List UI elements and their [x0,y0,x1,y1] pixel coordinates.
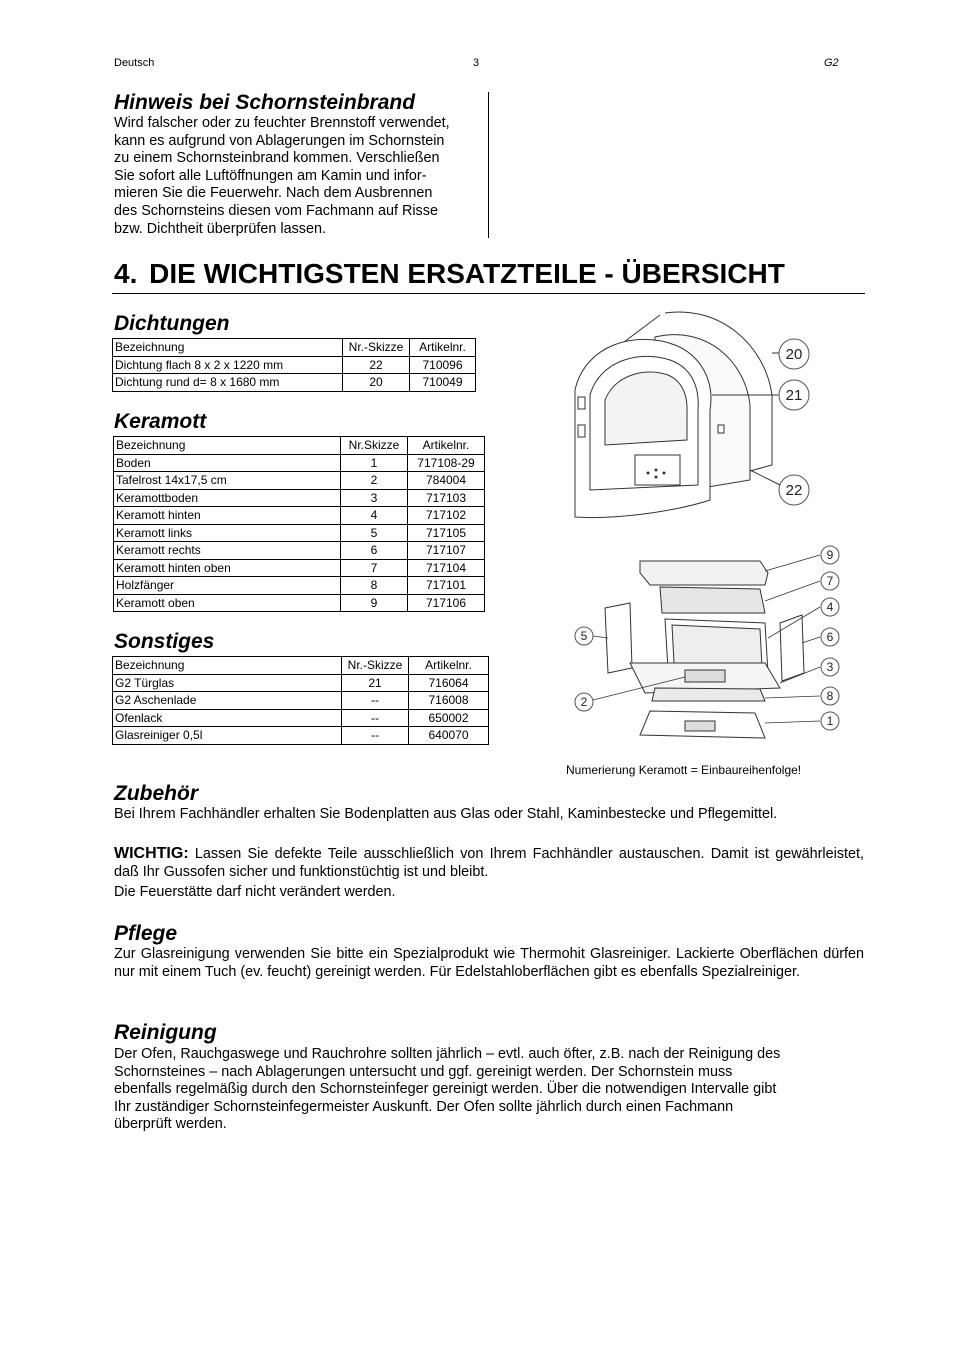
hinweis-line: mieren Sie die Feuerwehr. Nach dem Ausbrennen [114,185,433,202]
hinweis-divider [488,92,489,238]
table-cell: 2 [341,472,408,490]
leader-line [750,470,780,485]
table-cell: Glasreiniger 0,5l [113,727,342,745]
sonstiges-title: Sonstiges [114,630,215,653]
table-cell: 5 [341,524,408,542]
table-cell: 717102 [408,507,485,525]
hinweis-line: Sie sofort alle Luftöffnungen am Kamin und infor- [114,167,427,184]
callout-7: 7 [826,574,834,588]
leader-line [765,696,820,698]
dichtungen-table [112,338,476,392]
table-cell: Boden [114,454,341,472]
reinigung-line: Ihr zuständiger Schornsteinfegermeister Auskunft. Der Ofen sollte jährlich durch einen Fachmann [114,1098,734,1115]
table-row [113,727,489,745]
table-cell: 717105 [408,524,485,542]
table-row [114,454,485,472]
table-cell: 640070 [409,727,489,745]
table-header-cell: Artikelnr. [408,437,485,455]
table-cell: -- [342,727,409,745]
table-cell: Dichtung rund d= 8 x 1680 mm [113,374,343,392]
air-hole [663,472,666,475]
header-language: Deutsch [114,57,155,69]
zubehoer-text: Bei Ihrem Fachhändler erhalten Sie Bodenplatten aus Glas oder Stahl, Kaminbestecke und Pflegemittel. [114,806,778,822]
air-hole [655,469,658,472]
table-cell: 8 [341,577,408,595]
pflege-text: Zur Glasreinigung verwenden Sie bitte ein Spezialprodukt wie Thermohit Glasreiniger. Lackierte Oberflächen dürfen nur mit einem Tuch (ev. feucht) gereinigt werden. Für Edelstahloberflächen gibt es ebenfalls Spezialreiniger. [114,946,864,980]
hinweis-line: kann es aufgrund von Ablagerungen im Schornstein [114,132,445,149]
part-keramott-hinten-inner [672,625,762,667]
table-header-row [114,437,485,455]
table-cell: Keramottboden [114,489,341,507]
leader-line [802,637,820,643]
table-header-cell: Nr.-Skizze [343,339,410,357]
header-model: G2 [824,57,839,69]
table-cell: 1 [341,454,408,472]
table-cell: -- [342,709,409,727]
part-tafelrost [685,670,725,682]
wichtig-text: Lassen Sie defekte Teile ausschließlich von Ihrem Fachhändler austauschen. Damit ist gewährleistet, daß Ihr Gussofen sicher und funktionstüchtig ist und bleibt. [114,846,865,880]
hinweis-title: Hinweis bei Schornsteinbrand [114,91,416,114]
part-keramott-rechts [780,615,804,681]
table-header-cell: Nr.-Skizze [342,657,409,675]
part-keramott-oben [640,561,768,585]
table-cell: 717108-29 [408,454,485,472]
table-row [114,542,485,560]
part-keramott-links [605,603,632,673]
wichtig-note: Die Feuerstätte darf nicht verändert werden. [114,884,396,900]
table-header-cell: Bezeichnung [114,437,341,455]
table-cell: Keramott rechts [114,542,341,560]
callout-5: 5 [580,629,588,643]
table-header-cell: Artikelnr. [410,339,476,357]
leader-line [765,721,820,723]
hinweis-section [114,91,484,238]
callout-8: 8 [826,689,834,703]
table-cell: 784004 [408,472,485,490]
table-row [113,674,489,692]
table-cell: 3 [341,489,408,507]
dichtungen-title: Dichtungen [114,312,230,335]
keramott-table [113,436,485,612]
table-cell: 716008 [409,692,489,710]
hinweis-line: Wird falscher oder zu feuchter Brennstoff verwendet, [114,115,450,131]
table-row [113,356,476,374]
table-header-row [113,339,476,357]
callout-4: 4 [826,600,834,614]
table-cell: G2 Aschenlade [113,692,342,710]
callout-6: 6 [826,630,834,644]
part-holzfaenger [652,688,765,701]
reinigung-line: überprüft werden. [114,1116,227,1133]
table-cell: 650002 [409,709,489,727]
sonstiges-table [112,656,489,745]
hinweis-line: des Schornsteins diesen vom Fachmann auf Risse [114,202,438,219]
part-boden-opening [685,721,715,731]
table-cell: 717106 [408,594,485,612]
table-header-cell: Artikelnr. [409,657,489,675]
chapter-title: DIE WICHTIGSTEN ERSATZTEILE - ÜBERSICHT [149,258,785,289]
table-row [114,594,485,612]
callout-20: 20 [785,346,803,363]
hinweis-text [114,115,484,238]
table-row [113,692,489,710]
table-cell: Keramott hinten [114,507,341,525]
table-cell: 717104 [408,559,485,577]
table-cell: Ofenlack [113,709,342,727]
keramott-figure-caption: Numerierung Keramott = Einbaureihenfolge! [566,763,802,777]
part-keramott-hinten-oben [660,587,765,613]
table-header-row [113,657,489,675]
air-hole [655,476,658,479]
keramott-exploded-diagram [570,543,845,743]
table-cell: Tafelrost 14x17,5 cm [114,472,341,490]
callout-9: 9 [826,548,834,562]
callout-3: 3 [826,660,834,674]
table-cell: 9 [341,594,408,612]
reinigung-title: Reinigung [114,1021,217,1044]
air-hole [647,472,650,475]
door-gasket-diagram [560,305,830,520]
leader-line [593,636,608,638]
keramott-title: Keramott [114,410,207,433]
table-row [114,524,485,542]
table-cell: G2 Türglas [113,674,342,692]
table-cell: 710096 [410,356,476,374]
table-cell: Holzfänger [114,577,341,595]
hinweis-line: bzw. Dichtheit überprüfen lassen. [114,220,326,237]
table-cell: 717101 [408,577,485,595]
table-cell: 7 [341,559,408,577]
callout-1: 1 [826,714,834,728]
leader-line [765,581,820,601]
table-cell: 4 [341,507,408,525]
zubehoer-title: Zubehör [114,782,198,805]
chapter-rule [112,293,865,294]
callout-2: 2 [580,695,588,709]
reinigung-text [114,1046,874,1134]
table-cell: 22 [343,356,410,374]
hinweis-line: zu einem Schornsteinbrand kommen. Verschließen [114,150,440,167]
table-cell: 716064 [409,674,489,692]
door-window-shape [605,372,687,445]
table-cell: 717103 [408,489,485,507]
wichtig-label: WICHTIG: [114,845,189,862]
table-cell: 717107 [408,542,485,560]
table-cell: 6 [341,542,408,560]
table-row [114,577,485,595]
table-cell: Keramott links [114,524,341,542]
table-row [113,709,489,727]
wichtig-paragraph [114,845,864,881]
table-row [114,472,485,490]
chapter-heading [114,258,785,290]
table-row [114,559,485,577]
table-cell: 21 [342,674,409,692]
reinigung-line: ebenfalls regelmäßig durch den Schornsteinfeger gereinigt werden. Über die notwendigen Intervalle gibt [114,1081,777,1098]
table-cell: 20 [343,374,410,392]
callout-21: 21 [785,387,803,404]
chapter-number: 4. [114,258,138,289]
table-row [114,489,485,507]
table-cell: 710049 [410,374,476,392]
table-header-cell: Bezeichnung [113,339,343,357]
reinigung-line: Schornsteines – nach Ablagerungen untersucht und ggf. gereinigt werden. Der Schornstein muss [114,1063,733,1080]
table-header-cell: Bezeichnung [113,657,342,675]
table-cell: Keramott oben [114,594,341,612]
table-cell: -- [342,692,409,710]
table-cell: Keramott hinten oben [114,559,341,577]
reinigung-line: Der Ofen, Rauchgaswege und Rauchrohre sollten jährlich – evtl. auch öfter, z.B. nach der Reinigung des [114,1046,781,1062]
pflege-title: Pflege [114,922,178,945]
table-cell: Dichtung flach 8 x 2 x 1220 mm [113,356,343,374]
header-page-number: 3 [473,57,480,69]
table-row [113,374,476,392]
table-header-cell: Nr.Skizze [341,437,408,455]
table-row [114,507,485,525]
callout-22: 22 [785,482,803,499]
leader-line [765,555,820,571]
